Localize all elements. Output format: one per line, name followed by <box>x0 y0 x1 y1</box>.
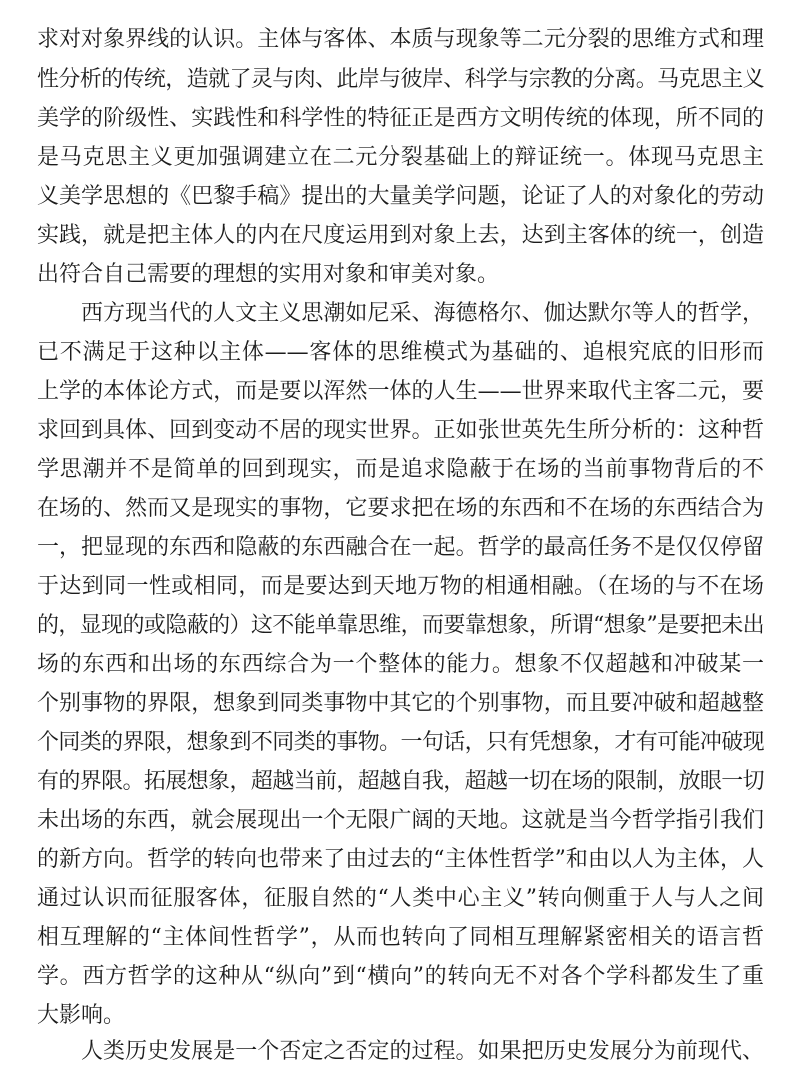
text-line: 于达到同一性或相同，而是要达到天地万物的相通相融。（在场的与不在场 <box>37 574 764 599</box>
text-line: 在场的、然而又是现实的事物，它要求把在场的东西和不在场的东西结合为 <box>37 496 764 521</box>
text-line: 出符合自己需要的理想的实用对象和审美对象。 <box>37 262 500 287</box>
text-line: 相互理解的“主体间性哲学”，从而也转向了同相互理解紧密相关的语言哲 <box>37 925 764 950</box>
text-line: 的，显现的或隐蔽的）这不能单靠思维，而要靠想象，所谓“想象”是要把未出 <box>37 613 764 638</box>
text-line: 大影响。 <box>37 1003 126 1028</box>
text-line: 求对对象界线的认识。主体与客体、本质与现象等二元分裂的思维方式和理 <box>37 27 764 52</box>
text-line: 的新方向。哲学的转向也带来了由过去的“主体性哲学”和由以人为主体，人 <box>37 847 764 872</box>
text-line: 西方现当代的人文主义思潮如尼采、海德格尔、伽达默尔等人的哲学， <box>81 301 764 326</box>
text-line: 求回到具体、回到变动不居的现实世界。正如张世英先生所分析的：这种哲 <box>37 418 764 443</box>
text-line: 通过认识而征服客体，征服自然的“人类中心主义”转向侧重于人与人之间 <box>37 886 764 911</box>
text-line: 义美学思想的《巴黎手稿》提出的大量美学问题，论证了人的对象化的劳动 <box>37 184 764 209</box>
text-line: 美学的阶级性、实践性和科学性的特征正是西方文明传统的体现，所不同的 <box>37 106 764 131</box>
text-line: 是马克思主义更加强调建立在二元分裂基础上的辩证统一。体现马克思主 <box>37 145 764 170</box>
text-line: 学。西方哲学的这种从“纵向”到“横向”的转向无不对各个学科都发生了重 <box>37 964 764 989</box>
text-line: 个别事物的界限，想象到同类事物中其它的个别事物，而且要冲破和超越整 <box>37 691 764 716</box>
text-line: 一，把显现的东西和隐蔽的东西融合在一起。哲学的最高任务不是仅仅停留 <box>37 535 764 560</box>
text-line: 学思潮并不是简单的回到现实，而是追求隐蔽于在场的当前事物背后的不 <box>37 457 764 482</box>
text-line: 有的界限。拓展想象，超越当前，超越自我，超越一切在场的限制，放眼一切 <box>37 769 764 794</box>
text-line: 场的东西和出场的东西综合为一个整体的能力。想象不仅超越和冲破某一 <box>37 652 764 677</box>
text-line: 已不满足于这种以主体——客体的思维模式为基础的、追根究底的旧形而 <box>37 340 764 365</box>
text-line: 实践，就是把主体人的内在尺度运用到对象上去，达到主客体的统一，创造 <box>37 223 764 248</box>
text-line: 性分析的传统，造就了灵与肉、此岸与彼岸、科学与宗教的分离。马克思主义 <box>37 67 764 92</box>
text-line: 上学的本体论方式，而是要以浑然一体的人生——世界来取代主客二元，要 <box>37 379 764 404</box>
text-line: 个同类的界限，想象到不同类的事物。一句话，只有凭想象，才有可能冲破现 <box>37 730 764 755</box>
text-line: 人类历史发展是一个否定之否定的过程。如果把历史发展分为前现代、 <box>81 1039 764 1064</box>
text-line: 未出场的东西，就会展现出一个无限广阔的天地。这就是当今哲学指引我们 <box>37 808 764 833</box>
